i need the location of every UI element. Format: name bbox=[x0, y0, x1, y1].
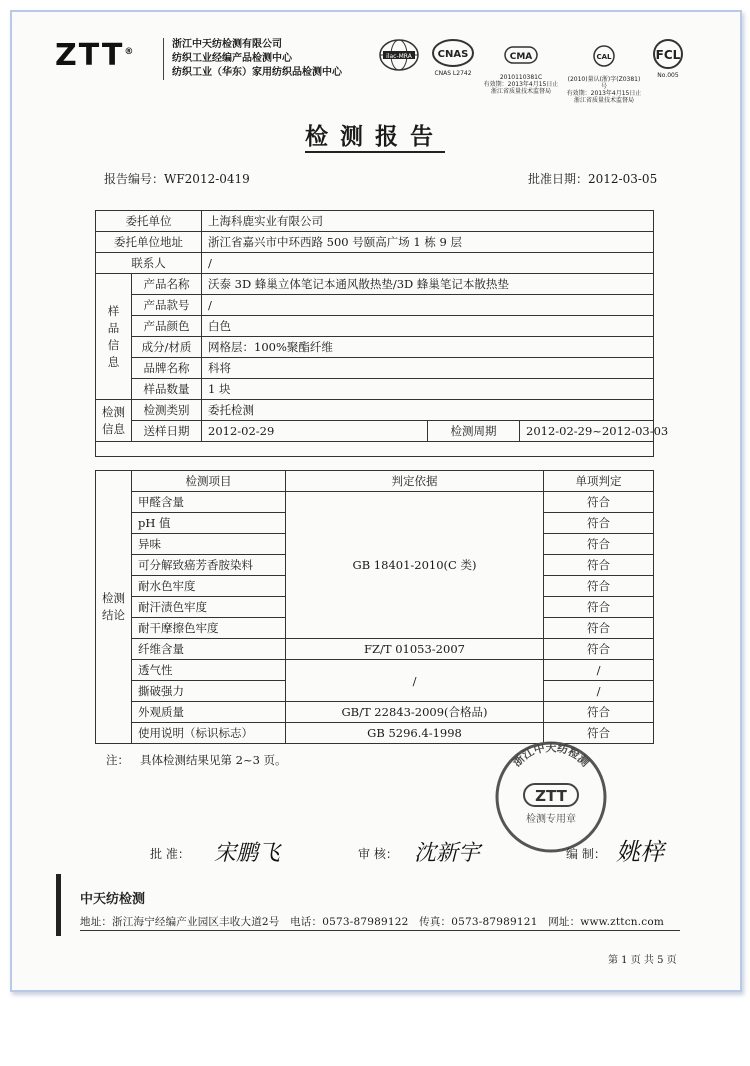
prepare-signature bbox=[614, 832, 694, 872]
result-basis: / bbox=[286, 660, 544, 702]
send-date-label: 送样日期 bbox=[132, 421, 202, 442]
lab-name-1: 浙江中天纺检测有限公司 bbox=[172, 39, 282, 50]
result-item: 耐干摩擦色牢度 bbox=[132, 618, 286, 639]
ilac-globe-icon bbox=[377, 38, 421, 72]
result-verdict: 符合 bbox=[544, 492, 654, 513]
ilac-mra-badge bbox=[376, 38, 422, 74]
svg-text:沈新宇: 沈新宇 bbox=[414, 841, 481, 866]
footer-phone: 电话：0573-87989122 bbox=[290, 916, 409, 928]
svg-text:CAL: CAL bbox=[596, 53, 612, 61]
result-item: 甲醛含量 bbox=[132, 492, 286, 513]
sample-value: 科将 bbox=[202, 358, 654, 379]
sample-value: 沃泰 3D 蜂巢立体笔记本通风散热垫/3D 蜂巢笔记本散热垫 bbox=[202, 274, 654, 295]
report-number-label: 报告编号： bbox=[104, 172, 165, 186]
note bbox=[106, 752, 287, 768]
test-info-group-label: 检测信息 bbox=[96, 400, 132, 442]
test-type-value: 委托检测 bbox=[202, 400, 654, 421]
report-title: 检测报告 bbox=[0, 118, 750, 151]
lab-names bbox=[163, 38, 342, 80]
sample-row bbox=[96, 379, 654, 400]
send-date-value: 2012-02-29 bbox=[202, 421, 428, 442]
svg-text:FCL: FCL bbox=[655, 48, 681, 62]
result-verdict: 符合 bbox=[544, 723, 654, 744]
sample-label: 产品颜色 bbox=[132, 316, 202, 337]
fcl-icon bbox=[648, 38, 688, 70]
result-item: 可分解致癌芳香胺染料 bbox=[132, 555, 286, 576]
sample-label: 品牌名称 bbox=[132, 358, 202, 379]
result-item: 撕破强力 bbox=[132, 681, 286, 702]
approve-date-value: 2012-03-05 bbox=[588, 172, 658, 186]
header-verdict: 单项判定 bbox=[544, 471, 654, 492]
svg-text:ZTT: ZTT bbox=[535, 787, 567, 805]
approve-label: 批 准： bbox=[150, 847, 190, 861]
test-type-label: 检测类别 bbox=[132, 400, 202, 421]
inspection-seal-stamp bbox=[494, 740, 608, 854]
result-item: 异味 bbox=[132, 534, 286, 555]
sample-value: 1 块 bbox=[202, 379, 654, 400]
fcl-badge bbox=[646, 38, 690, 79]
result-basis: FZ/T 01053-2007 bbox=[286, 639, 544, 660]
cma-caption: 2010110381C 有效期：2013年4月15日止 浙江省质量技术监督局 bbox=[483, 74, 559, 95]
result-verdict: 符合 bbox=[544, 576, 654, 597]
sample-label: 样品数量 bbox=[132, 379, 202, 400]
cal-icon bbox=[589, 45, 619, 67]
result-item: pH 值 bbox=[132, 513, 286, 534]
result-basis: GB 18401-2010(C 类) bbox=[286, 492, 544, 639]
client-unit-value: 上海科鹿实业有限公司 bbox=[202, 211, 654, 232]
svg-text:姚梓: 姚梓 bbox=[616, 838, 664, 866]
result-item: 纤维含量 bbox=[132, 639, 286, 660]
prepare-label: 编 制： bbox=[566, 847, 606, 861]
client-unit-label: 委托单位 bbox=[96, 211, 202, 232]
sample-value: 网格层：100%聚酯纤维 bbox=[202, 337, 654, 358]
results-header-row bbox=[96, 471, 654, 492]
sample-label: 成分/材质 bbox=[132, 337, 202, 358]
header-basis: 判定依据 bbox=[286, 471, 544, 492]
client-address-label: 委托单位地址 bbox=[96, 232, 202, 253]
result-row bbox=[96, 639, 654, 660]
result-verdict: 符合 bbox=[544, 702, 654, 723]
results-table bbox=[95, 470, 654, 744]
sample-row bbox=[96, 295, 654, 316]
approve-signature bbox=[210, 832, 310, 872]
sample-value: / bbox=[202, 295, 654, 316]
logo-text: ZTT bbox=[55, 38, 125, 73]
spacer-row bbox=[96, 442, 654, 457]
svg-text:宋鹏飞: 宋鹏飞 bbox=[214, 841, 281, 866]
approve-date bbox=[528, 170, 657, 187]
result-verdict: 符合 bbox=[544, 555, 654, 576]
cal-caption: (2010)量认(浙)字(Z0381)号 有效期：2013年4月15日止 浙江省质量技术监督局 bbox=[566, 76, 642, 104]
sample-label: 产品款号 bbox=[132, 295, 202, 316]
result-verdict: / bbox=[544, 660, 654, 681]
result-verdict: 符合 bbox=[544, 534, 654, 555]
result-basis: GB 5296.4-1998 bbox=[286, 723, 544, 744]
approve-date-label: 批准日期： bbox=[528, 172, 589, 186]
sample-row bbox=[96, 358, 654, 379]
result-item: 耐水色牢度 bbox=[132, 576, 286, 597]
lab-name-3: 纺织工业（华东）家用纺织品检测中心 bbox=[172, 67, 342, 78]
result-item: 外观质量 bbox=[132, 702, 286, 723]
svg-text:CMA: CMA bbox=[509, 52, 533, 62]
svg-text:浙江中天纺检测: 浙江中天纺检测 bbox=[510, 740, 592, 770]
results-group-label: 检测结论 bbox=[96, 471, 132, 744]
ztt-logo bbox=[55, 38, 135, 73]
result-verdict: 符合 bbox=[544, 639, 654, 660]
sample-value: 白色 bbox=[202, 316, 654, 337]
contact-row bbox=[96, 253, 654, 274]
svg-text:CNAS: CNAS bbox=[437, 49, 469, 60]
footer-bar bbox=[56, 874, 61, 936]
footer-address: 地址：浙江海宁经编产业园区丰收大道2号 bbox=[80, 916, 280, 928]
review-signature bbox=[410, 832, 510, 872]
logo-registered-mark: ® bbox=[124, 47, 136, 57]
result-row bbox=[96, 660, 654, 681]
footer-divider bbox=[80, 930, 680, 931]
footer-brand: 中天纺检测 bbox=[80, 892, 146, 907]
client-address-value: 浙江省嘉兴市中环西路 500 号颐高广场 1 栋 9 层 bbox=[202, 232, 654, 253]
sample-group-label: 样品信息 bbox=[96, 274, 132, 400]
result-verdict: / bbox=[544, 681, 654, 702]
info-table bbox=[95, 210, 669, 457]
footer-website: 网址：www.zttcn.com bbox=[548, 916, 665, 928]
contact-label: 联系人 bbox=[96, 253, 202, 274]
page-number: 第 1 页 共 5 页 bbox=[608, 955, 677, 966]
result-verdict: 符合 bbox=[544, 513, 654, 534]
footer-fax: 传真：0573-87989121 bbox=[419, 916, 538, 928]
lab-name-2: 纺织工业经编产品检测中心 bbox=[172, 53, 292, 64]
sample-label: 产品名称 bbox=[132, 274, 202, 295]
sample-row bbox=[96, 316, 654, 337]
note-text: 具体检测结果见第 2~3 页。 bbox=[139, 753, 287, 767]
cma-icon bbox=[501, 45, 541, 65]
header-item: 检测项目 bbox=[132, 471, 286, 492]
svg-text:检测专用章: 检测专用章 bbox=[526, 814, 576, 825]
cma-badge bbox=[482, 38, 560, 102]
result-verdict: 符合 bbox=[544, 618, 654, 639]
result-item: 使用说明（标识标志） bbox=[132, 723, 286, 744]
result-verdict: 符合 bbox=[544, 597, 654, 618]
sample-row bbox=[96, 274, 654, 295]
client-address-row bbox=[96, 232, 654, 253]
cnas-caption: CNAS L2742 bbox=[434, 70, 472, 77]
result-basis: GB/T 22843-2009(合格品) bbox=[286, 702, 544, 723]
client-unit-row bbox=[96, 211, 654, 232]
report-number-value: WF2012-0419 bbox=[164, 172, 250, 186]
footer-contact bbox=[80, 914, 664, 929]
result-item: 耐汗渍色牢度 bbox=[132, 597, 286, 618]
sample-row bbox=[96, 337, 654, 358]
result-row bbox=[96, 702, 654, 723]
report-number bbox=[104, 170, 250, 187]
cnas-badge bbox=[428, 38, 478, 77]
cal-badge bbox=[566, 38, 642, 111]
test-type-row bbox=[96, 400, 654, 421]
review-label: 审 核： bbox=[358, 847, 398, 861]
test-period-label: 检测周期 bbox=[428, 421, 520, 442]
fcl-caption: No.005 bbox=[657, 72, 679, 79]
test-period-value: 2012-02-29~2012-03-03 bbox=[520, 421, 654, 442]
cnas-icon bbox=[431, 38, 475, 68]
result-row bbox=[96, 492, 654, 513]
test-date-row bbox=[96, 421, 654, 442]
contact-value: / bbox=[202, 253, 654, 274]
result-item: 透气性 bbox=[132, 660, 286, 681]
svg-text:ilac-MRA: ilac-MRA bbox=[386, 53, 412, 60]
note-label: 注： bbox=[106, 753, 129, 767]
